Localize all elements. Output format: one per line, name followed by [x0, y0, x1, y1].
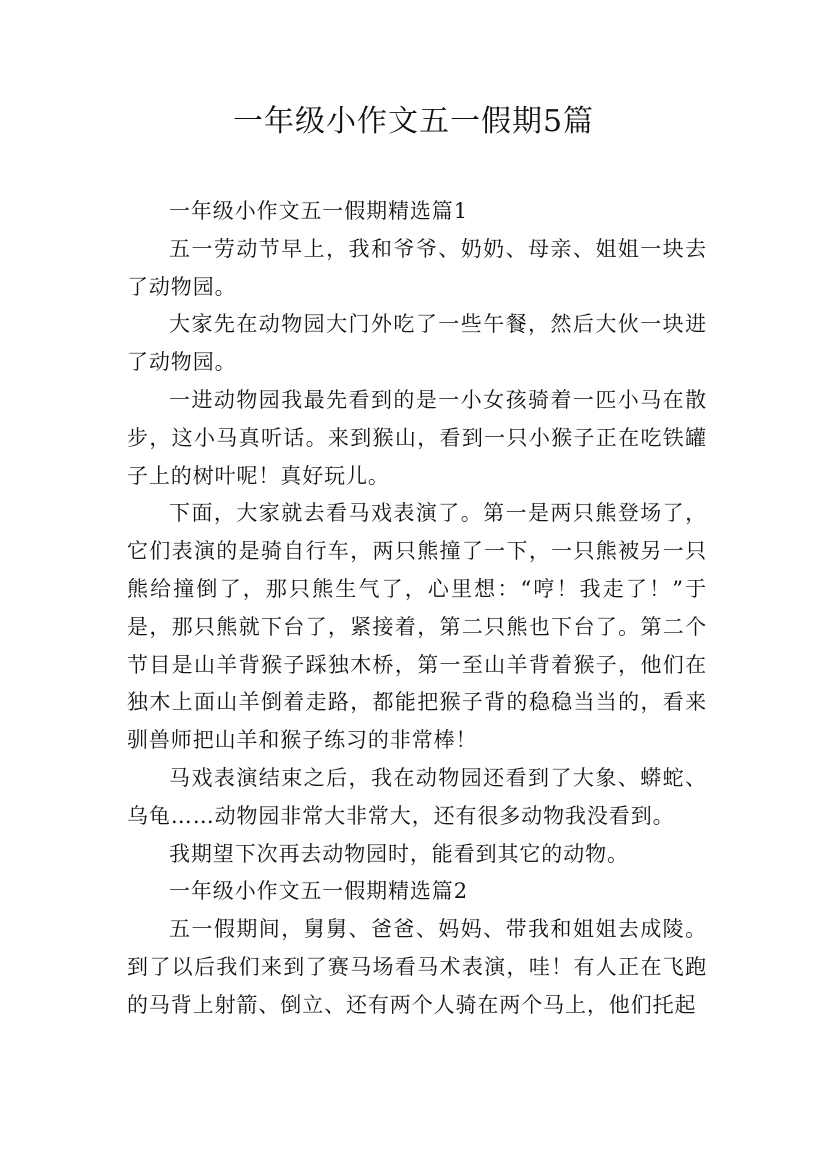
- paragraph: 一进动物园我最先看到的是一小女孩骑着一匹小马在散步，这小马真听话。来到猴山，看到一只小猴子正在吃铁罐子上的树叶呢！真好玩儿。: [127, 387, 707, 488]
- paragraph: 五一假期间，舅舅、爸爸、妈妈、带我和姐姐去成陵。到了以后我们来到了赛马场看马术表演，哇！有人正在飞跑的马背上射箭、倒立、还有两个人骑在两个马上，他们托起: [127, 917, 707, 1017]
- document-title: 一年级小作文五一假期5篇: [232, 104, 595, 139]
- document-body: [127, 193, 707, 1025]
- paragraph: 大家先在动物园大门外吃了一些午餐，然后大伙一块进了动物园。: [127, 312, 707, 375]
- paragraph: 下面，大家就去看马戏表演了。第一是两只熊登场了，它们表演的是骑自行车，两只熊撞了一下，一只熊被另一只熊给撞倒了，那只熊生气了，心里想：“哼！我走了！”于是，那只熊就下台了，紧接着，第二只熊也下台了。第二个节目是山羊背猴子踩独木桥，第一至山羊背着猴子，他们在独木上面山羊倒着走路，都能把猴子背的稳稳当当的，看来驯兽师把山羊和猴子练习的非常棒！: [127, 501, 707, 753]
- paragraph: 我期望下次再去动物园时，能看到其它的动物。: [169, 841, 629, 866]
- section-heading-2: 一年级小作文五一假期精选篇2: [169, 879, 468, 904]
- paragraph: 五一劳动节早上，我和爷爷、奶奶、母亲、姐姐一块去了动物园。: [127, 236, 707, 299]
- paragraph: 马戏表演结束之后，我在动物园还看到了大象、蟒蛇、乌龟……动物园非常大非常大，还有很多动物我没看到。: [127, 765, 707, 828]
- section-heading-1: 一年级小作文五一假期精选篇1: [169, 199, 468, 223]
